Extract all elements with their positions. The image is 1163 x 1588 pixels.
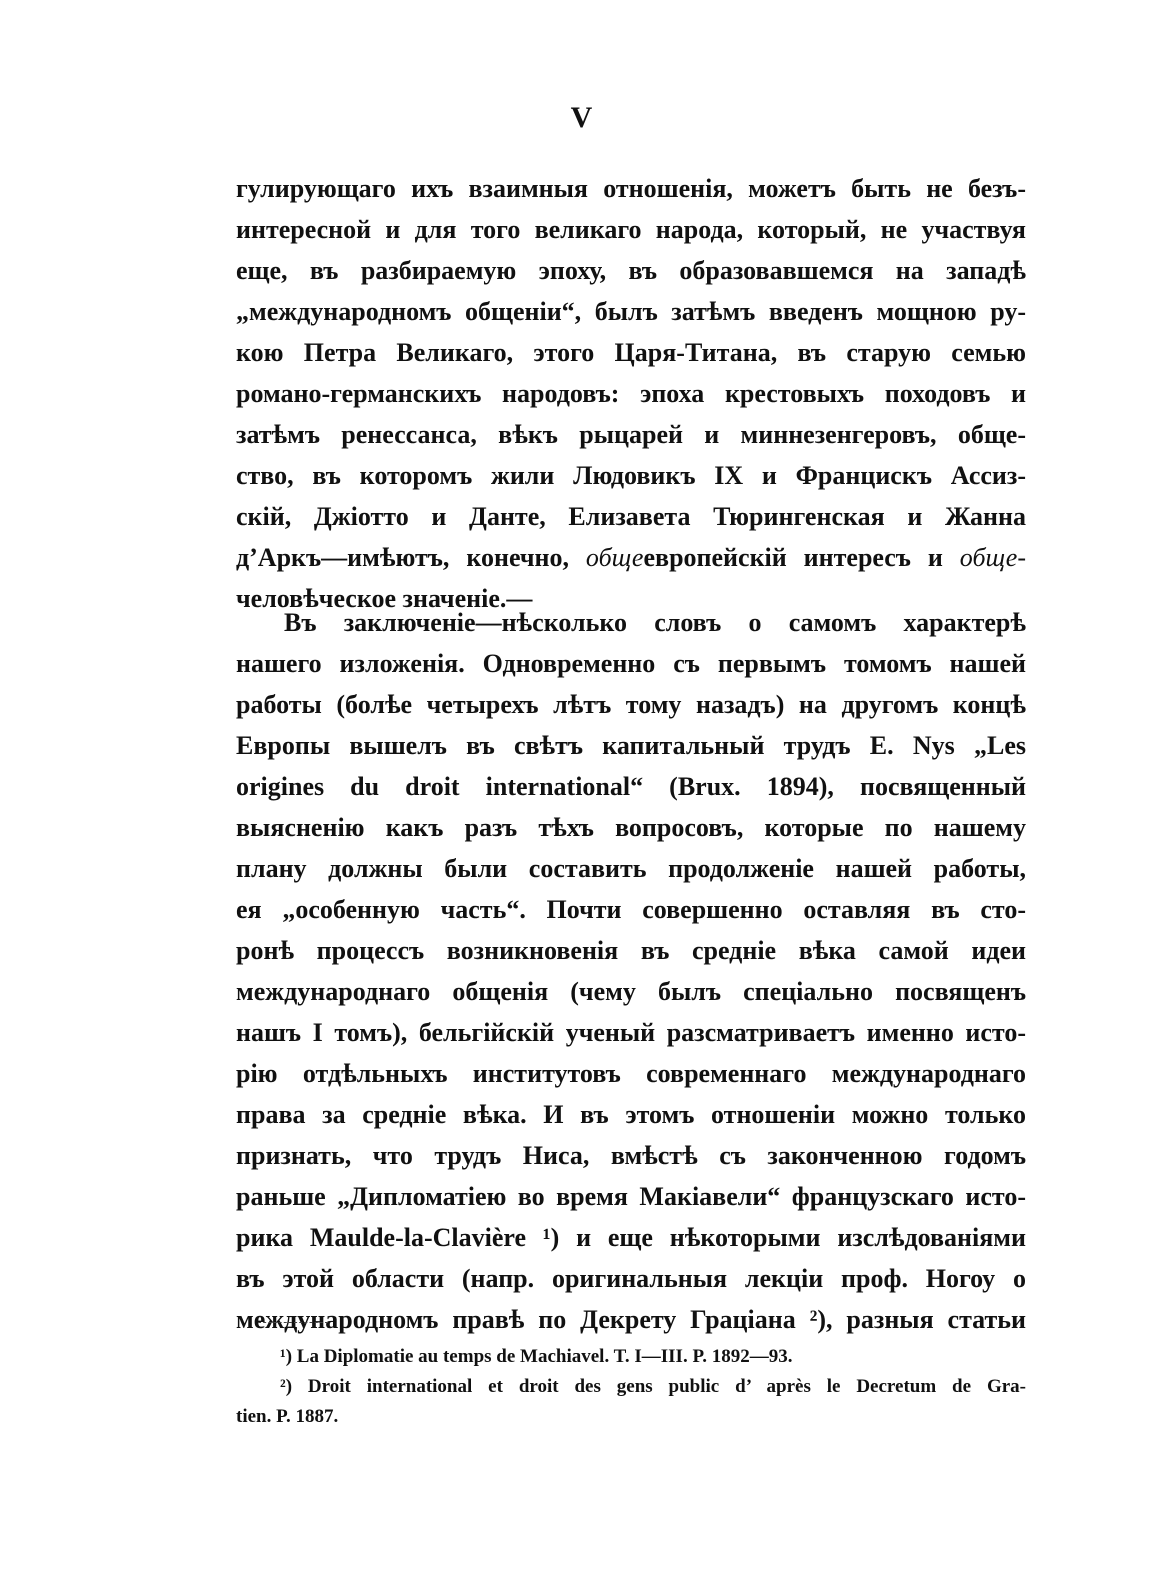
italic-word: обще-: [959, 543, 1026, 572]
text-line: работы (болѣе четырехъ лѣтъ тому назадъ) на другомъ концѣ: [236, 690, 1026, 719]
text-line: скій, Джіотто и Данте, Елизавета Тюрингенская и Жанна: [236, 502, 1026, 531]
text-line: выясненію какъ разъ тѣхъ вопросовъ, которые по нашему: [236, 813, 1026, 842]
text-line: романо-германскихъ народовъ: эпоха крестовыхъ походовъ и: [236, 379, 1026, 408]
text-line: затѣмъ ренессанса, вѣкъ рыцарей и миннезенгеровъ, обще-: [236, 420, 1026, 449]
text-line: раньше „Дипломатіею во время Макіавели“ французскаго исто-: [236, 1182, 1026, 1211]
text-segment: европейскій интересъ и: [643, 543, 960, 572]
text-line: интересной и для того великаго народа, который, не участвуя: [236, 215, 1026, 244]
footnote-1: ¹) La Diplomatie au temps de Machiavel. T. I—III. P. 1892—93.: [280, 1346, 793, 1367]
page-number: V: [570, 101, 593, 134]
text-line: Европы вышелъ въ свѣтъ капитальный трудъ E. Nys „Les: [236, 731, 1026, 760]
text-line: кою Петра Великаго, этого Царя-Титана, въ старую семью: [236, 338, 1026, 367]
text-line: нашъ I томъ), бельгійскій ученый разсматриваетъ именно исто-: [236, 1018, 1026, 1047]
footnote-2: ²) Droit international et droit des gens public d’ après le Decretum de Gra-: [280, 1376, 1026, 1397]
text-line: международномъ правѣ по Декрету Граціана ²), разныя статьи: [236, 1305, 1026, 1334]
text-line: международнаго общенія (чему былъ спеціально посвященъ: [236, 977, 1026, 1006]
paragraph-continued: [236, 168, 1026, 619]
text-line: ронѣ процессъ возникновенія въ средніе вѣка самой идеи: [236, 936, 1026, 965]
text-line: признать, что трудъ Ниса, вмѣстѣ съ законченною годомъ: [236, 1141, 1026, 1170]
text-line: „международномъ общеніи“, былъ затѣмъ введенъ мощною ру-: [236, 297, 1026, 326]
text-line: рію отдѣльныхъ институтовъ современнаго международнаго: [236, 1059, 1026, 1088]
text-line: въ этой области (напр. оригинальныя лекціи проф. Ногоу о: [236, 1264, 1026, 1293]
text-line: гулирующаго ихъ взаимныя отношенія, можетъ быть не безъ-: [236, 174, 1026, 203]
footnote-separator: [258, 1322, 328, 1323]
text-line: рика Maulde-la-Clavière ¹) и еще нѣкоторыми изслѣдованіями: [236, 1223, 1026, 1252]
text-line-with-italics: [236, 537, 1026, 578]
text-line: права за средніе вѣка. И въ этомъ отношеніи можно только: [236, 1100, 1026, 1129]
footnotes: [236, 1342, 1026, 1432]
text-line: Въ заключеніе—нѣсколько словъ о самомъ характерѣ: [284, 608, 1026, 637]
footnote-2-continued: tien. P. 1887.: [236, 1406, 339, 1427]
text-segment: д’Аркъ—имѣютъ, конечно,: [236, 543, 586, 572]
text-line: origines du droit international“ (Brux. 1894), посвященный: [236, 772, 1026, 801]
text-line: нашего изложенія. Одновременно съ первымъ томомъ нашей: [236, 649, 1026, 678]
text-line: ство, въ которомъ жили Людовикъ IX и Францискъ Ассиз-: [236, 461, 1026, 490]
italic-word: обще: [585, 543, 644, 572]
text-line: человѣческое значеніе.—: [236, 584, 533, 613]
text-line: плану должны были составить продолженіе нашей работы,: [236, 854, 1026, 883]
text-line: еще, въ разбираемую эпоху, въ образовавшемся на западѣ: [236, 256, 1026, 285]
text-line: ея „особенную часть“. Почти совершенно оставляя въ сто-: [236, 895, 1026, 924]
paragraph-conclusion: [236, 602, 1026, 1340]
